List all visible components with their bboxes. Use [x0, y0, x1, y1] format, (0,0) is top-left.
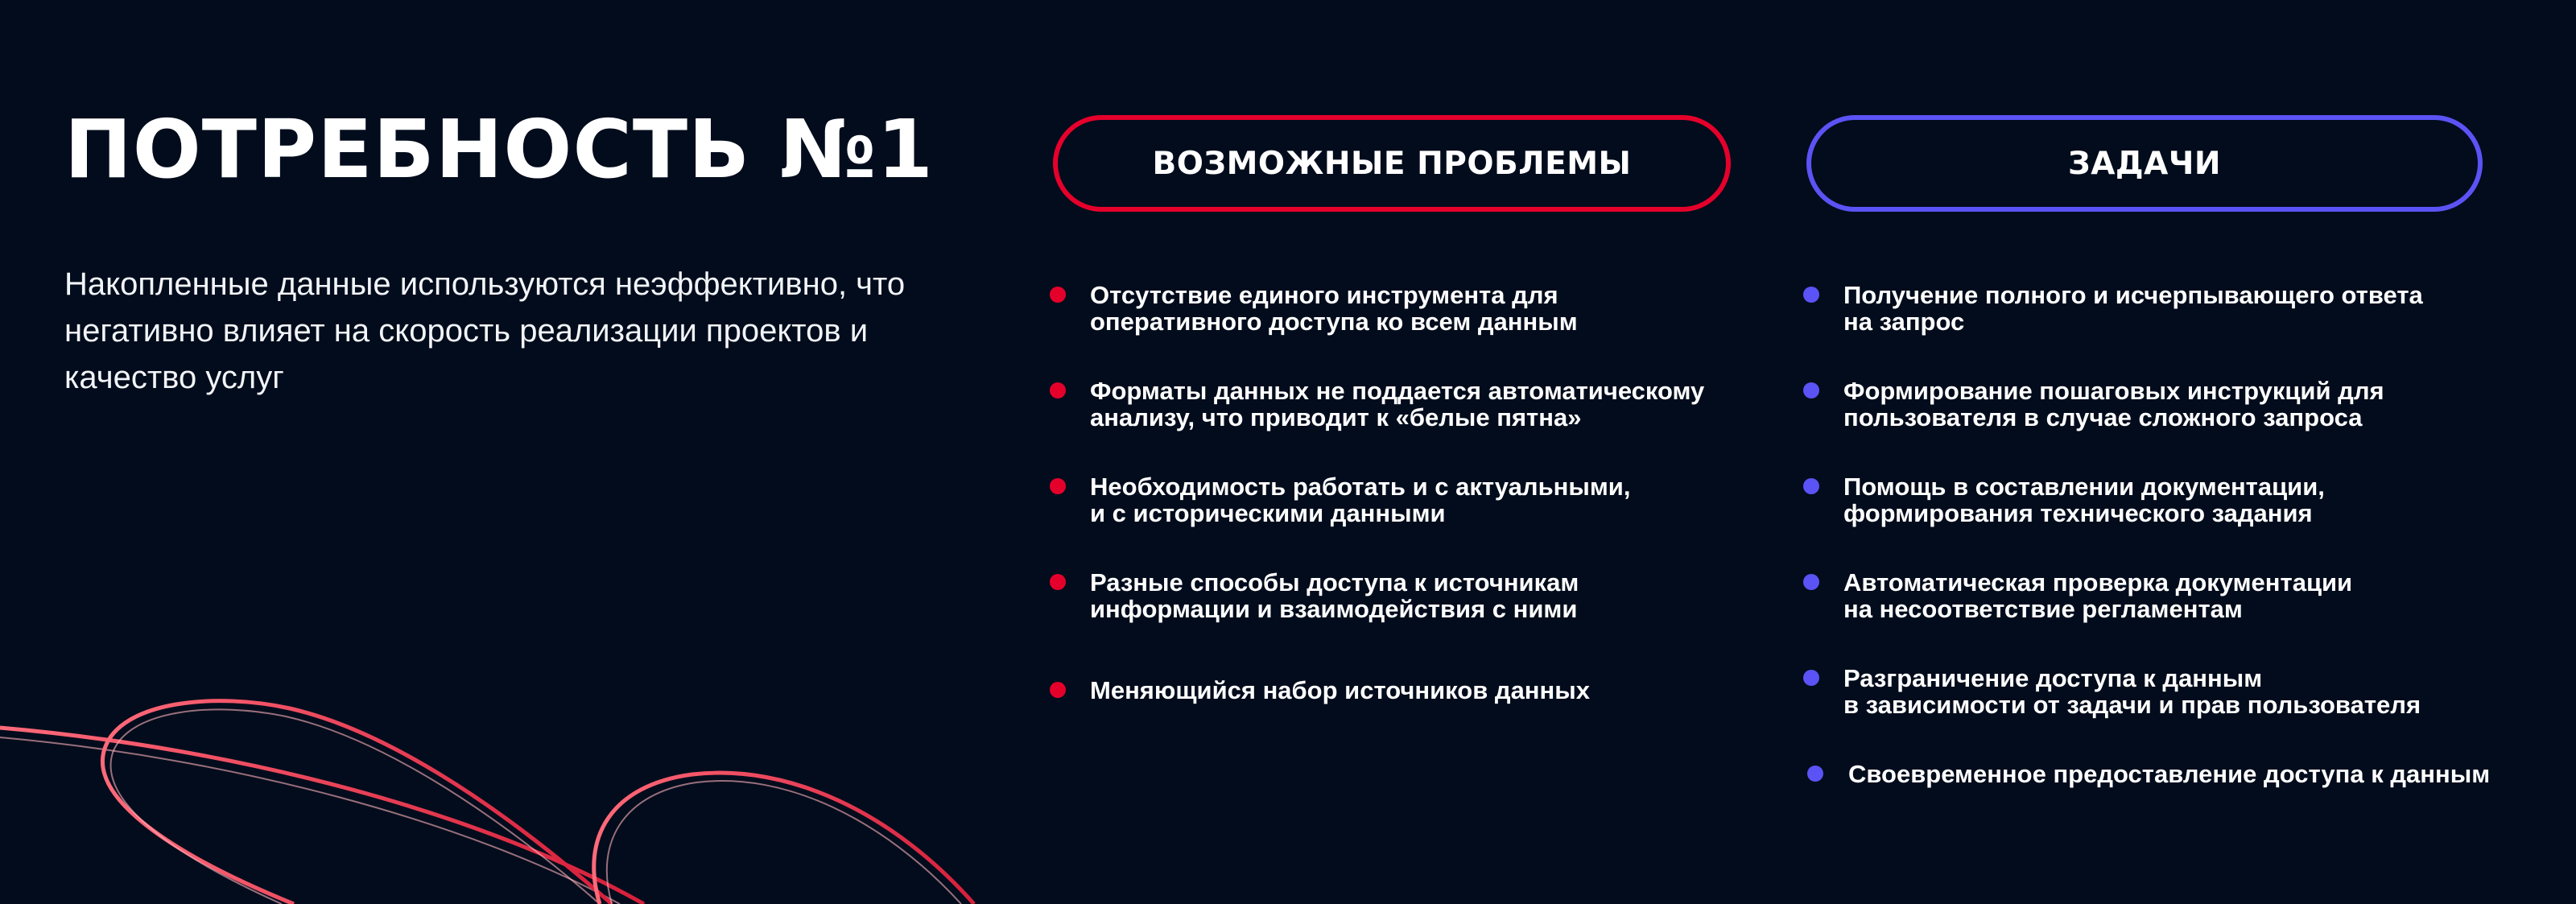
list-item-line: Меняющийся набор источников данных [1090, 676, 1590, 704]
list-item-line: пользователя в случае сложного запроса [1843, 403, 2363, 431]
problems-header-label: ВОЗМОЖНЫЕ ПРОБЛЕМЫ [1152, 145, 1632, 182]
list-item-line: Автоматическая проверка документации [1843, 568, 2353, 596]
list-item-line: Разграничение доступа к данным [1843, 664, 2263, 692]
blue-bullet-icon [1803, 382, 1819, 398]
problems-header-pill [1053, 115, 1731, 212]
list-item-line: Своевременное предоставление доступа к данным [1848, 760, 2491, 788]
red-bullet-icon [1050, 682, 1066, 698]
decor-curve-3-inner [607, 781, 961, 904]
tasks-header-pill [1806, 115, 2483, 212]
red-bullet-icon [1050, 287, 1066, 303]
decor-curve-3 [594, 773, 974, 904]
list-item-line: в зависимости от задачи и прав пользователя [1843, 691, 2421, 719]
red-bullet-icon [1050, 574, 1066, 590]
list-item-line: Необходимость работать и с актуальными, [1090, 473, 1631, 501]
list-item-line: информации и взаимодействия с ними [1090, 595, 1578, 623]
list-item-line: на несоответствие регламентам [1843, 595, 2243, 623]
red-bullet-icon [1050, 382, 1066, 398]
red-bullet-icon [1050, 478, 1066, 494]
blue-bullet-icon [1803, 287, 1819, 303]
list-item-line: на запрос [1843, 308, 1965, 336]
blue-bullet-icon [1803, 574, 1819, 590]
list-item-line: анализу, что приводит к «белые пятна» [1090, 403, 1582, 431]
decor-curve-2-inner [111, 709, 600, 904]
list-item-line: и с историческими данными [1090, 499, 1446, 527]
blue-bullet-icon [1803, 478, 1819, 494]
list-item-line: Форматы данных не поддается автоматическому [1090, 377, 1705, 405]
list-item-line: Получение полного и исчерпывающего ответа [1843, 281, 2423, 309]
list-item-line: Разные способы доступа к источникам [1090, 568, 1579, 596]
decor-curve-1-inner [0, 737, 620, 904]
list-item-line: оперативного доступа ко всем данным [1090, 308, 1578, 336]
blue-bullet-icon [1803, 670, 1819, 686]
decor-curve-1 [0, 728, 644, 904]
list-item-line: формирования технического задания [1843, 499, 2313, 527]
page-title: ПОТРЕБНОСТЬ №1 [64, 102, 934, 196]
list-item-line: Формирование пошаговых инструкций для [1843, 377, 2384, 405]
need-description: Накопленные данные используются неэффективно, что негативно влияет на скорость реализации проектов и качество услуг [64, 266, 906, 395]
decor-curve-2 [102, 701, 612, 904]
blue-bullet-icon [1807, 766, 1823, 782]
list-item-line: Помощь в составлении документации, [1843, 473, 2325, 501]
tasks-header-label: ЗАДАЧИ [2068, 145, 2221, 182]
list-item-line: Отсутствие единого инструмента для [1090, 281, 1558, 309]
